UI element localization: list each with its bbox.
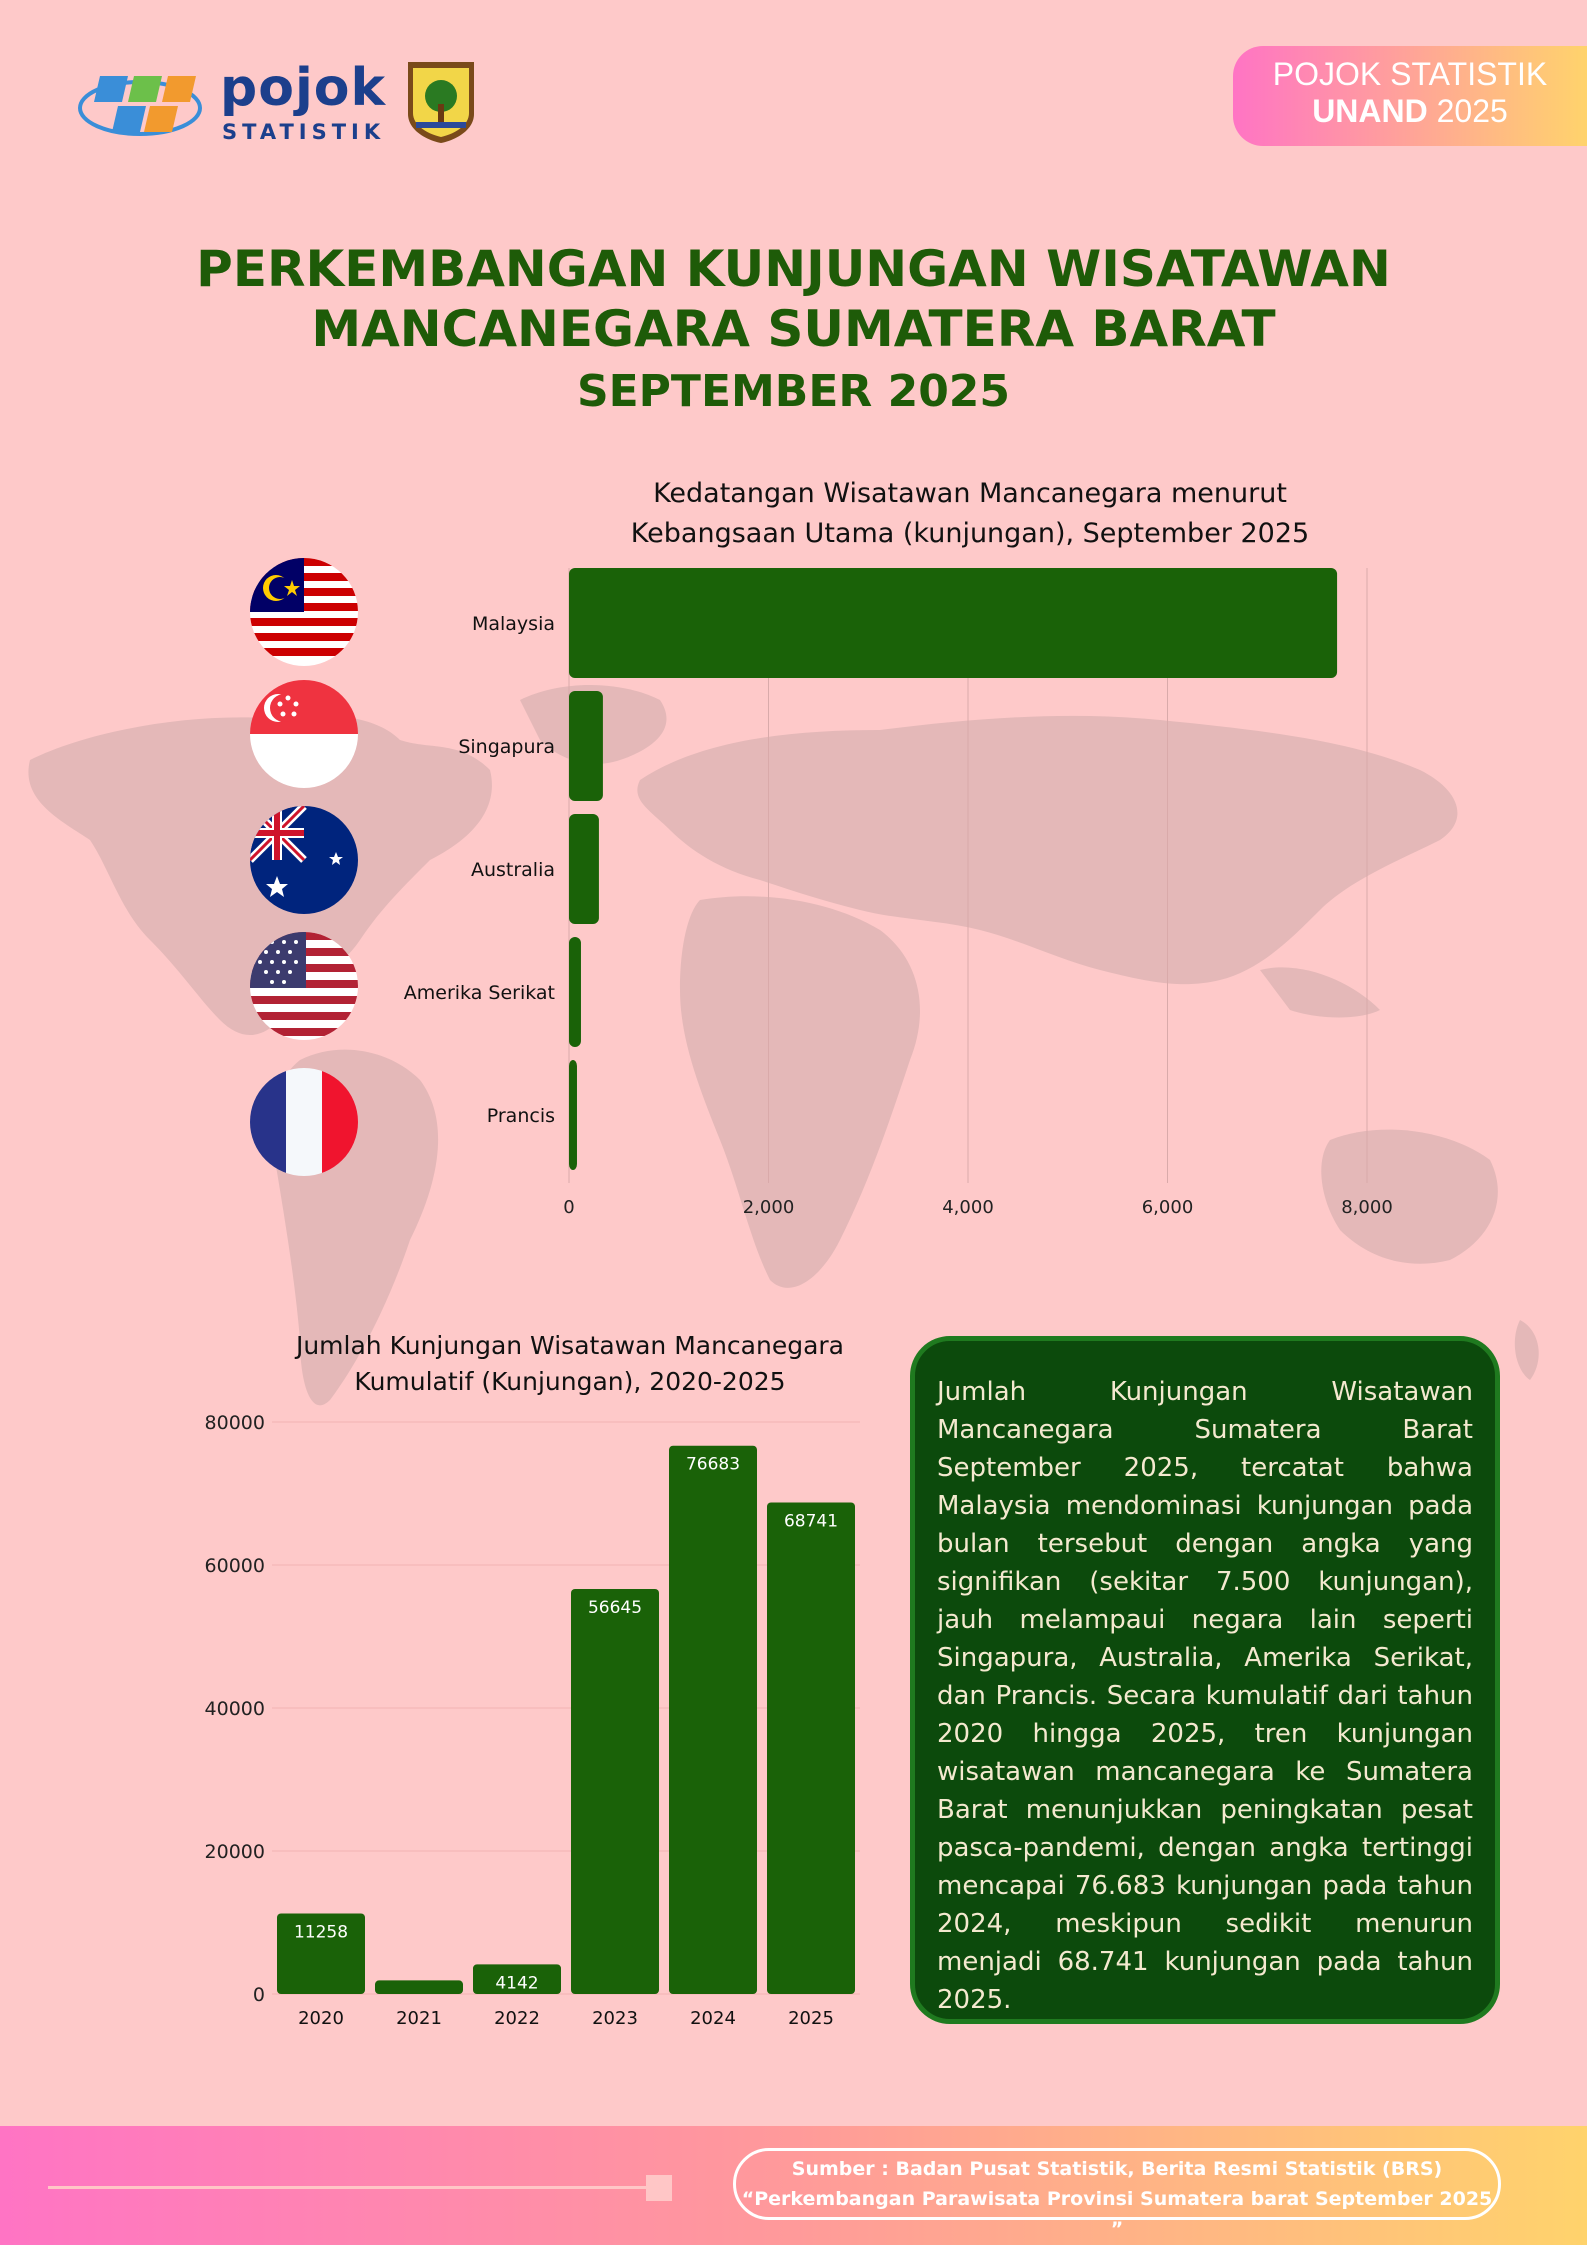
description-text: Jumlah Kunjungan Wisatawan Mancanegara Sumatera Barat September 2025, tercatat bahwa Malaysia mendominasi kunjungan pada bulan tersebut dengan angka yang signifikan (sekitar 7.500 kunjungan), jauh melampaui negara lain seperti Singapura, Australia, Amerika Serikat, dan Prancis. Secara kumulatif dari tahun 2020 hingga 2025, tren kunjungan wisatawan mancanegara ke Sumatera Barat menunjukkan peningkatan pesat pasca-pandemi, dengan angka tertinggi mencapai 76.683 kunjungan pada tahun 2024, meskipun sedikit menurun menjadi 68.741 kunjungan pada tahun 2025.	[937, 1377, 1473, 2015]
source-note	[733, 2148, 1501, 2240]
malaysia-flag-icon	[250, 558, 358, 666]
province-emblem-icon	[404, 58, 478, 144]
x-tick-label: 2024	[690, 2008, 736, 2029]
bar-2025	[767, 1503, 855, 1994]
pojok-statistik-badge	[1233, 46, 1587, 146]
cumulative-chart-title-line2: Kumulatif (Kunjungan), 2020-2025	[354, 1367, 786, 1396]
bar-singapura	[569, 691, 603, 801]
header-logos	[78, 58, 498, 148]
bar-value-label: 11258	[293, 1922, 349, 1943]
cumulative-chart-title-line1: Jumlah Kunjungan Wisatawan Mancanegara	[295, 1331, 845, 1360]
x-tick-label: 2025	[788, 2008, 834, 2029]
australia-flag-icon	[250, 806, 358, 914]
category-label: Singapura	[458, 736, 555, 758]
y-tick-label: 0	[252, 1984, 265, 2006]
y-tick-label: 80000	[204, 1412, 265, 1434]
footer-line-decoration	[48, 2186, 646, 2189]
footer-square-decoration	[646, 2175, 672, 2201]
usa-flag-icon	[250, 932, 358, 1040]
source-line1: Sumber : Badan Pusat Statistik, Berita Resmi Statistik (BRS)	[791, 2158, 1443, 2180]
x-tick-label: 2021	[396, 2008, 442, 2029]
y-tick-label: 20000	[204, 1841, 265, 1863]
x-tick-label: 2023	[592, 2008, 638, 2029]
bar-2024	[669, 1446, 757, 1994]
badge-line2-rest: 2025	[1427, 93, 1508, 129]
bar-value-label: 4142	[495, 1973, 539, 1994]
bar-prancis	[569, 1060, 577, 1170]
badge-line1: POJOK STATISTIK	[1272, 56, 1548, 92]
singapore-flag-icon	[250, 680, 358, 788]
x-tick-label: 4,000	[942, 1197, 994, 1218]
cumulative-bar-chart	[0, 1390, 900, 2040]
x-tick-label: 2020	[298, 2008, 344, 2029]
category-label: Malaysia	[471, 613, 555, 635]
footer	[0, 2126, 1587, 2245]
y-tick-label: 60000	[204, 1555, 265, 1577]
nationality-chart-title-line1: Kedatangan Wisatawan Mancanegara menurut	[653, 478, 1287, 509]
bar-value-label: 68741	[783, 1511, 839, 1532]
page-title-line2: MANCANEGARA SUMATERA BARAT	[311, 300, 1276, 358]
page-subtitle-date: SEPTEMBER 2025	[576, 366, 1011, 417]
nationality-chart-title-line2: Kebangsaan Utama (kunjungan), September 2025	[630, 518, 1310, 549]
bar-2021	[375, 1980, 463, 1994]
brand-subtitle: STATISTIK	[222, 120, 386, 144]
bar-value-label: 76683	[685, 1454, 741, 1475]
x-tick-label: 0	[563, 1197, 575, 1218]
x-tick-label: 2,000	[742, 1197, 795, 1218]
bar-2023	[571, 1589, 659, 1994]
y-tick-label: 40000	[204, 1698, 265, 1720]
brand-name: pojok	[220, 58, 387, 118]
x-tick-label: 6,000	[1141, 1197, 1194, 1218]
x-tick-label: 2022	[494, 2008, 540, 2029]
category-label: Prancis	[486, 1105, 555, 1127]
page-title-line1: PERKEMBANGAN KUNJUNGAN WISATAWAN	[196, 240, 1391, 298]
france-flag-icon	[250, 1068, 358, 1176]
bar-malaysia	[569, 568, 1337, 678]
source-line2: “Perkembangan Parawisata Provinsi Sumatera barat September 2025 ”	[741, 2188, 1493, 2240]
badge-line2-bold: UNAND	[1312, 93, 1428, 129]
bar-amerika-serikat	[569, 937, 581, 1047]
bar-australia	[569, 814, 599, 924]
category-label: Amerika Serikat	[403, 982, 555, 1004]
x-tick-label: 8,000	[1341, 1197, 1393, 1218]
badge-line2	[1233, 93, 1587, 130]
bps-logo-icon	[78, 62, 202, 142]
description-box	[910, 1336, 1500, 2024]
nationality-bar-chart	[0, 540, 1587, 1220]
bar-value-label: 56645	[587, 1597, 643, 1618]
category-label: Australia	[470, 859, 555, 881]
